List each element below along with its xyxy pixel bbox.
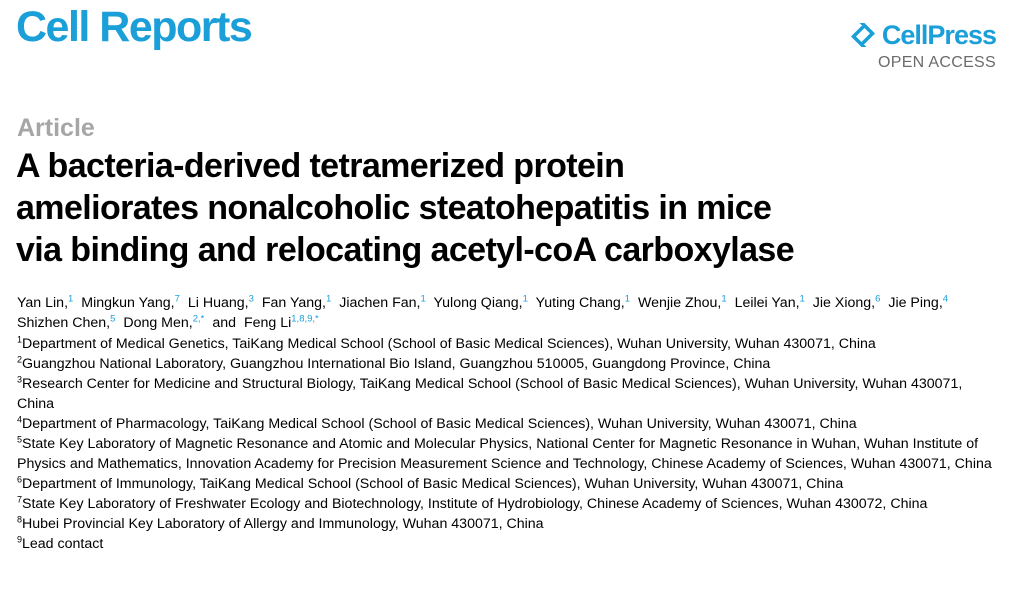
author-affiliation-marker[interactable]: 4 [942, 293, 949, 305]
author-joiner: and [212, 315, 236, 331]
affiliation-number: 2 [17, 354, 23, 365]
author-name [244, 315, 319, 331]
author-affiliation-marker[interactable]: 1 [799, 293, 805, 305]
author-affiliation-marker[interactable]: 7 [174, 293, 180, 305]
affiliation-item [17, 494, 1002, 514]
publisher-logo [848, 20, 996, 50]
affiliation-item [17, 414, 1002, 434]
author-affiliation-marker[interactable]: 1 [721, 293, 727, 305]
affiliation-text: Lead contact [22, 536, 104, 552]
author-name-text: Dong Men, [123, 315, 193, 331]
author-name [262, 295, 331, 311]
open-access-label: OPEN ACCESS [877, 54, 996, 71]
affiliation-number: 3 [17, 374, 23, 385]
publisher-name: CellPress [881, 19, 996, 50]
author-name [17, 295, 73, 311]
author-name-text: Yuting Chang, [535, 295, 625, 311]
affiliation-text: Hubei Provincial Key Laboratory of Allergy and Immunology, Wuhan 430071, China [22, 516, 544, 532]
affiliation-number: 9 [17, 534, 23, 545]
article-title [16, 145, 976, 271]
author-name [433, 295, 527, 311]
affiliation-number: 1 [17, 334, 23, 345]
publisher-brand [848, 20, 996, 72]
author-name [17, 315, 115, 331]
author-name-text: Leilei Yan, [734, 295, 800, 311]
author-name-text: Shizhen Chen, [17, 315, 111, 331]
affiliation-number: 4 [17, 414, 23, 425]
affiliation-number: 8 [17, 514, 23, 525]
author-name [888, 295, 948, 311]
author-name-text: Yulong Qiang, [433, 295, 523, 311]
affiliation-list [17, 334, 1002, 554]
affiliation-item [17, 474, 1002, 494]
author-name-text: Wenjie Zhou, [637, 295, 722, 311]
journal-title: Cell Reports [16, 3, 252, 51]
author-name-text: Jie Xiong, [812, 295, 876, 311]
author-name-text: Yan Lin, [17, 295, 69, 311]
author-name [735, 295, 805, 311]
author-affiliation-marker[interactable]: 6 [875, 293, 881, 305]
author-name-text: Mingkun Yang, [81, 295, 175, 311]
affiliation-text: Guangzhou National Laboratory, Guangzhou International Bio Island, Guangzhou 510005, Guangdong Province, China [22, 356, 771, 372]
affiliation-text: Department of Pharmacology, TaiKang Medical School (School of Basic Medical Sciences), Wuhan University, Wuhan 430071, China [22, 416, 857, 432]
author-affiliation-marker[interactable]: 1,8,9,* [291, 313, 319, 325]
affiliation-item [17, 374, 1002, 414]
affiliation-item [17, 334, 1002, 354]
author-affiliation-marker[interactable]: 1 [624, 293, 631, 305]
title-line: A bacteria-derived tetramerized protein [16, 147, 625, 185]
author-affiliation-marker[interactable]: 2,* [192, 313, 205, 325]
article-type-label: Article [17, 114, 95, 142]
author-name [813, 295, 881, 311]
author-affiliation-marker[interactable]: 1 [420, 293, 426, 305]
affiliation-text: State Key Laboratory of Magnetic Resonance and Atomic and Molecular Physics, National Center for Magnetic Resonance in Wuhan, Wuhan Institute of Physics and Mathematics, Innovation Academy for Precision Measurement Science and Technology, Chinese Academy of Sciences, Wuhan 430071, China [17, 436, 992, 472]
affiliation-item [17, 434, 1002, 474]
author-name [536, 295, 630, 311]
author-affiliation-marker[interactable]: 1 [326, 293, 332, 305]
affiliation-item [17, 514, 1002, 534]
author-affiliation-marker[interactable]: 5 [110, 313, 116, 325]
author-affiliation-marker[interactable]: 1 [522, 293, 528, 305]
affiliation-item [17, 534, 1002, 554]
author-list [17, 293, 1002, 333]
author-name-text: Jie Ping, [888, 295, 943, 311]
author-name [123, 315, 204, 331]
author-name [188, 295, 254, 311]
author-name [339, 295, 426, 311]
author-name-text: Feng Li [243, 315, 292, 331]
author-name [638, 295, 727, 311]
affiliation-item [17, 354, 1002, 374]
author-name-text: Jiachen Fan, [339, 295, 421, 311]
affiliation-number: 7 [17, 494, 23, 505]
affiliation-number: 5 [17, 434, 23, 445]
author-name [81, 295, 180, 311]
author-name-text: Li Huang, [187, 295, 249, 311]
affiliation-text: Department of Immunology, TaiKang Medical School (School of Basic Medical Sciences), Wuhan University, Wuhan 430071, China [22, 476, 844, 492]
title-line: via binding and relocating acetyl-coA carboxylase [16, 231, 795, 269]
affiliation-text: State Key Laboratory of Freshwater Ecology and Biotechnology, Institute of Hydrobiology, Chinese Academy of Sciences, Wuhan 430072, China [22, 496, 928, 512]
author-affiliation-marker[interactable]: 1 [68, 293, 74, 305]
author-affiliation-marker[interactable]: 3 [248, 293, 254, 305]
title-line: ameliorates nonalcoholic steatohepatitis in mice [16, 189, 772, 227]
author-name-text: Fan Yang, [261, 295, 326, 311]
affiliation-text: Research Center for Medicine and Structural Biology, TaiKang Medical School (School of Basic Medical Sciences), Wuhan University, Wuhan 430071, China [17, 376, 963, 412]
cellpress-logo-icon [848, 20, 878, 50]
affiliation-text: Department of Medical Genetics, TaiKang Medical School (School of Basic Medical Sciences), Wuhan University, Wuhan 430071, China [22, 336, 876, 352]
affiliation-number: 6 [17, 474, 23, 485]
